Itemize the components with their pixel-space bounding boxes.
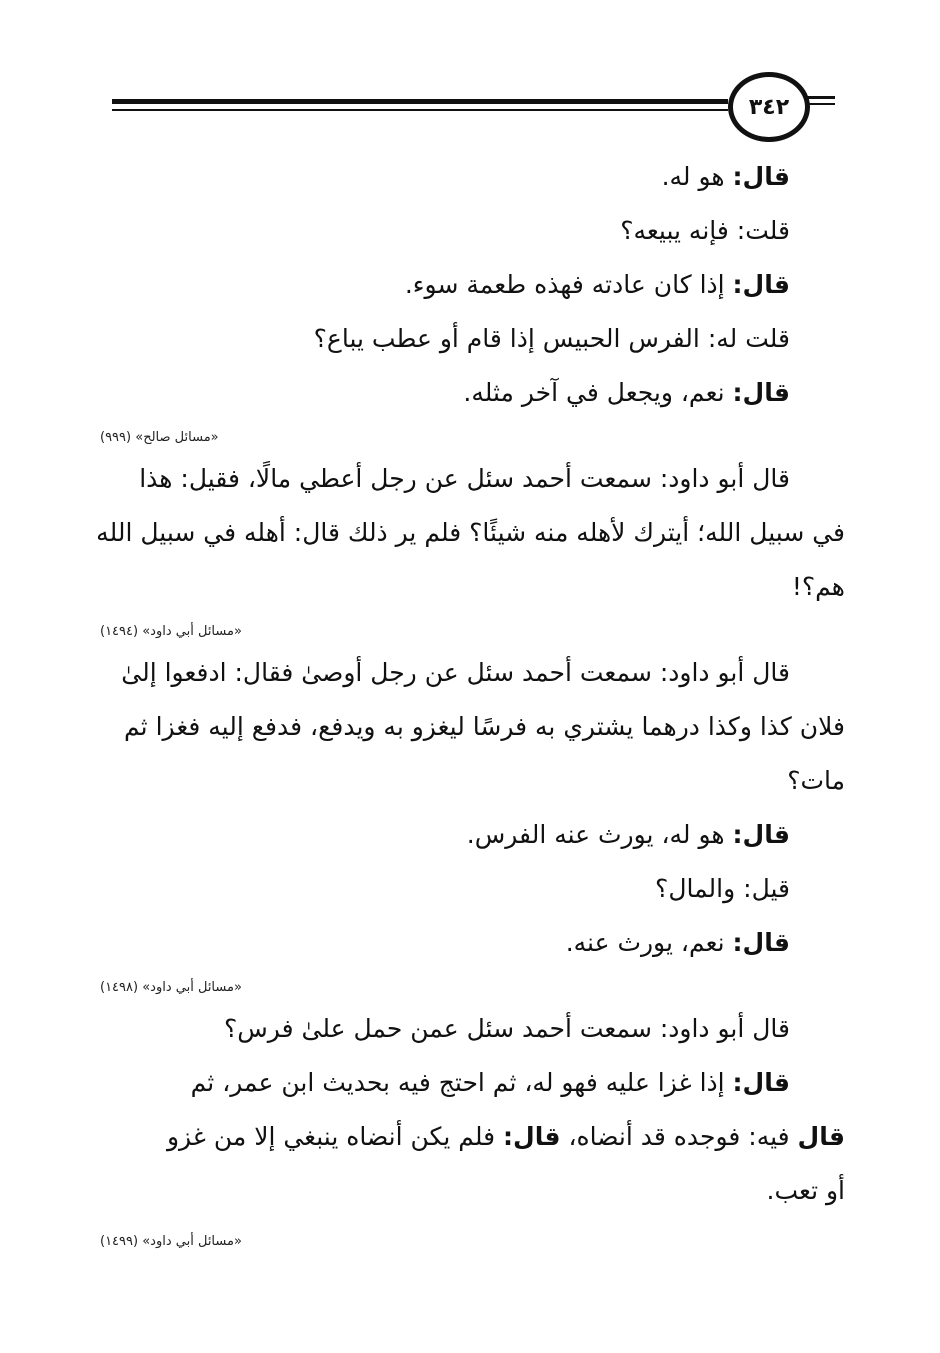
header-rule-right (805, 96, 835, 99)
speaker-label: قال: (732, 1068, 790, 1097)
source-citation: «مسائل أبي داود» (١٤٩٨) (100, 980, 242, 995)
dialogue-text: نعم، ويجعل في آخر مثله. (463, 378, 733, 407)
dialogue-text: هو له. (661, 162, 733, 191)
dialogue-text: هو له، يورث عنه الفرس. (466, 820, 733, 849)
source-citation: «مسائل صالح» (٩٩٩) (100, 430, 219, 445)
dialogue-text: نعم، يورث عنه. (565, 928, 733, 957)
page-number: ٣٤٢ (748, 94, 790, 120)
dialogue-text: فلم يكن أنضاه ينبغي إلا من غزو (166, 1122, 504, 1151)
dialogue-line (100, 862, 790, 916)
speaker-label: قال: (732, 928, 790, 957)
dialogue-line (100, 312, 790, 366)
paragraph-line: مات؟ (787, 766, 845, 795)
dialogue-text: إذا كان عادته فهذه طعمة سوء. (404, 270, 733, 299)
speaker-label: قال: (503, 1122, 561, 1151)
speaker-label: قيل: (743, 874, 790, 903)
source-citation: «مسائل أبي داود» (١٤٩٤) (100, 624, 242, 639)
speaker-label: قلت: (736, 216, 790, 245)
dialogue-text: فإنه يبيعه؟ (620, 216, 737, 245)
dialogue-line (100, 258, 790, 312)
page-number-badge (728, 72, 810, 142)
dialogue-line (100, 808, 790, 862)
page-content (96, 150, 845, 1252)
dialogue-line (100, 150, 790, 204)
paragraph-line: قال أبو داود: سمعت أحمد سئل عمن حمل علىٰ فرس؟ (224, 1014, 790, 1043)
speaker-label: قال: (732, 162, 790, 191)
dialogue-line (100, 916, 790, 970)
dialogue-line (100, 1056, 790, 1110)
paragraph-line: فلان كذا وكذا درهما يشتري به فرسًا ليغزو به ويدفع، فدفع إليه فغزا ثم (124, 712, 845, 741)
speaker-label: قال: (732, 378, 790, 407)
header-rule-thick (112, 99, 728, 104)
speaker-label: قلت له: (707, 324, 790, 353)
source-citation: «مسائل أبي داود» (١٤٩٩) (100, 1234, 242, 1249)
paragraph-line: هم؟! (791, 572, 845, 601)
paragraph-line: قال أبو داود: سمعت أحمد سئل عن رجل أعطي مالًا، فقيل: هذا (139, 464, 790, 493)
dialogue-text: فيه: فوجده قد أنضاه، (560, 1122, 798, 1151)
paragraph-line: أو تعب. (766, 1176, 845, 1205)
paragraph-line: قال أبو داود: سمعت أحمد سئل عن رجل أوصىٰ فقال: ادفعوا إلىٰ (121, 658, 790, 687)
dialogue-text: والمال؟ (655, 874, 744, 903)
dialogue-line (100, 366, 790, 420)
dialogue-line (100, 204, 790, 258)
speaker-label: قال (797, 1122, 845, 1151)
speaker-label: قال: (732, 270, 790, 299)
dialogue-text: إذا غزا عليه فهو له، ثم احتج فيه بحديث ابن عمر، ثم (190, 1068, 733, 1097)
paragraph-line: في سبيل الله؛ أيترك لأهله منه شيئًا؟ فلم ير ذلك قال: أهله في سبيل الله (96, 518, 845, 547)
dialogue-line (100, 1110, 845, 1164)
header-rule-thin (112, 109, 728, 111)
speaker-label: قال: (732, 820, 790, 849)
dialogue-text: الفرس الحبيس إذا قام أو عطب يباع؟ (313, 324, 708, 353)
